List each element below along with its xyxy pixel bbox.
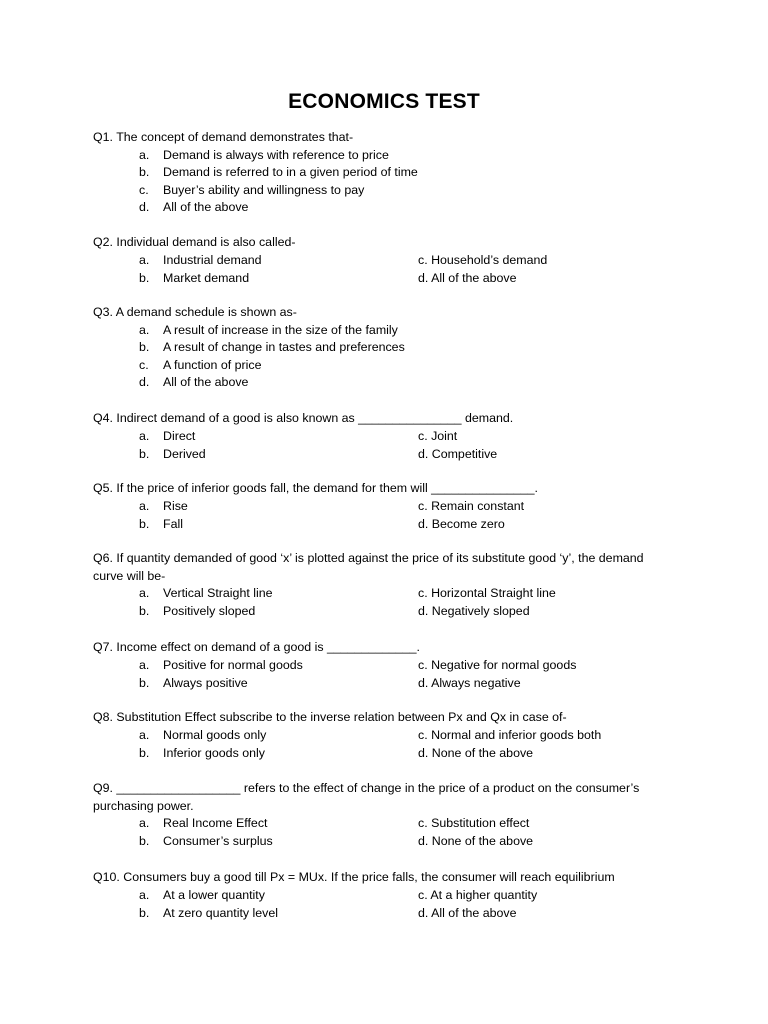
question-7 [93,639,653,692]
question-9 [93,780,653,851]
option-a-text: At a lower quantity [163,887,265,902]
option-a-text: Real Income Effect [163,816,268,830]
option-letter: a. [139,322,150,337]
option-letter: a. [139,252,150,267]
option-b-text: Inferior goods only [163,745,265,760]
option-letter: b. [139,905,150,920]
option-a-text: Industrial demand [163,252,262,267]
option-a-text: Normal goods only [163,727,267,742]
question-stem: Q10. Consumers buy a good till Px = MUx. If the price falls, the consumer will reach equilibrium [93,870,615,884]
option-a [93,147,653,165]
page-title: ECONOMICS TEST [288,90,480,113]
option-text: A function of price [163,357,262,372]
question-stem: Q6. If quantity demanded of good ‘x’ is plotted against the price of its substitute good ‘y’, the demand curve will be- [93,551,644,583]
question-stem: Q2. Individual demand is also called- [93,235,296,249]
question-5 [93,480,653,533]
option-letter: b. [139,745,150,760]
option-text: All of the above [163,375,249,389]
option-c [93,182,653,200]
option-b-text: Fall [163,516,183,531]
option-a-text: Positive for normal goods [163,657,303,672]
option-letter: c. [139,357,149,372]
option-c-text: c. Joint [418,428,458,443]
option-text: A result of change in tastes and preferences [163,340,405,354]
option-c-text: c. Negative for normal goods [418,657,577,672]
option-letter: d. [139,375,150,389]
option-letter: d. [139,200,150,214]
option-a [93,322,653,340]
option-d-text: d. Become zero [418,516,505,531]
question-10 [93,869,673,922]
option-letter: b. [139,675,150,690]
option-letter: c. [139,182,149,197]
question-4 [93,410,653,463]
option-c-text: c. Horizontal Straight line [418,586,556,600]
option-c-text: c. Normal and inferior goods both [418,727,602,742]
option-letter: a. [139,657,150,672]
option-d-text: d. None of the above [418,745,534,760]
question-2 [93,234,653,287]
question-8 [93,709,653,762]
option-letter: b. [139,604,150,618]
option-c [93,357,653,375]
option-d-text: d. All of the above [418,905,517,920]
option-letter: a. [139,586,150,600]
option-b-text: Positively sloped [163,604,256,618]
option-b-text: Always positive [163,675,248,690]
option-text: Buyer’s ability and willingness to pay [163,182,365,197]
option-d-text: d. Competitive [418,446,498,461]
option-c-text: c. At a higher quantity [418,887,538,902]
option-c-text: c. Household’s demand [418,252,548,267]
option-letter: b. [139,446,150,461]
question-stem: Q8. Substitution Effect subscribe to the inverse relation between Px and Qx in case of- [93,710,567,724]
option-letter: a. [139,816,150,830]
option-d-text: d. Negatively sloped [418,604,530,618]
option-c-text: c. Substitution effect [418,816,530,830]
question-3 [93,304,653,392]
option-b-text: At zero quantity level [163,905,279,920]
option-letter: a. [139,727,150,742]
option-letter: a. [139,147,150,162]
option-letter: a. [139,887,150,902]
question-stem: Q4. Indirect demand of a good is also known as _______________ demand. [93,411,514,425]
question-stem: Q1. The concept of demand demonstrates that- [93,130,354,144]
option-letter: b. [139,340,150,354]
option-a-text: Direct [163,428,196,443]
option-b-text: Derived [163,446,206,461]
option-b [93,164,653,182]
question-6 [93,550,653,621]
question-stem: Q7. Income effect on demand of a good is _____________. [93,640,420,654]
option-d-text: d. All of the above [418,270,517,285]
option-letter: a. [139,428,150,443]
option-letter: b. [139,165,150,179]
option-letter: b. [139,270,150,285]
option-d-text: d. Always negative [418,675,521,690]
question-stem: Q9. __________________ refers to the effect of change in the price of a product on the consumer’s purchasing power. [93,781,640,813]
option-d-text: d. None of the above [418,834,534,848]
option-text: A result of increase in the size of the family [163,322,398,337]
question-stem: Q3. A demand schedule is shown as- [93,305,297,319]
option-d [93,199,653,217]
option-letter: b. [139,516,150,531]
option-a-text: Rise [163,498,188,513]
question-1 [93,129,653,217]
option-b-text: Consumer’s surplus [163,834,273,848]
option-c-text: c. Remain constant [418,498,525,513]
option-text: Demand is referred to in a given period of time [163,165,418,179]
option-text: All of the above [163,200,249,214]
question-stem: Q5. If the price of inferior goods fall, the demand for them will _______________. [93,481,538,495]
option-text: Demand is always with reference to price [163,147,389,162]
option-letter: a. [139,498,150,513]
option-b-text: Market demand [163,270,250,285]
option-b [93,339,653,357]
option-a-text: Vertical Straight line [163,586,273,600]
option-letter: b. [139,834,150,848]
option-d [93,374,653,392]
